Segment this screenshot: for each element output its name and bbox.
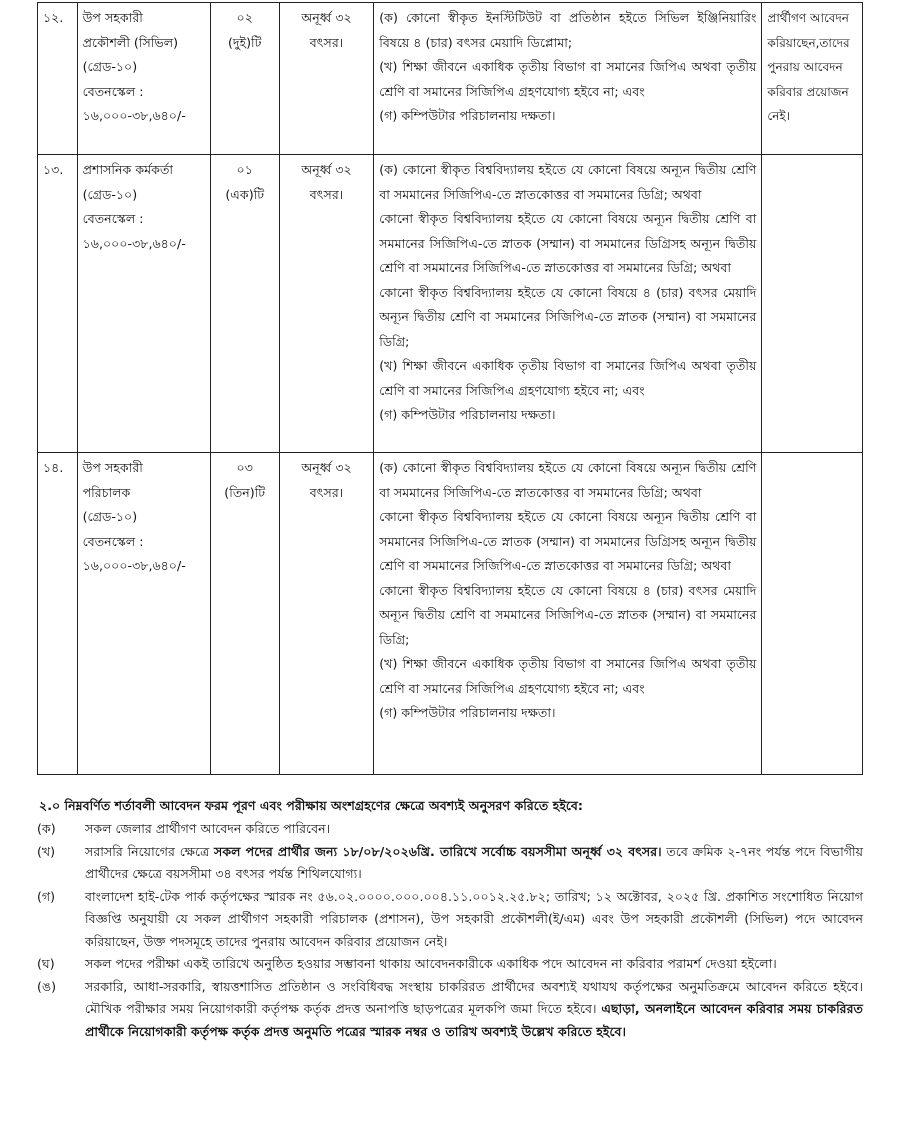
count-words: (দুই)টি [228, 34, 262, 50]
qualification-item: (ক) কোনো স্বীকৃত ইনস্টিটিউট বা প্রতিষ্ঠান হইতে সিভিল ইঞ্জিনিয়ারিং বিষয়ে ৪ (চার) বৎসর মেয়াদি ডিপ্লোমা; [379, 10, 757, 50]
condition-text: সকল জেলার প্রার্থীগণ আবেদন করিতে পারিবেন। [85, 821, 331, 836]
condition-item [37, 841, 863, 886]
qualification-item: (গ) কম্পিউটার পরিচালনায় দক্ষতা। [379, 407, 556, 422]
post-line: প্রশাসনিক কর্মকর্তা [82, 162, 174, 177]
remarks-cell: প্রার্থীগণ আবেদন করিয়াছেন,তাদের পুনরায় আবেদন করিবার প্রয়োজন নেই। [762, 3, 863, 155]
qualification-item: (ক) কোনো স্বীকৃত বিশ্ববিদ্যালয় হইতে যে কোনো বিষয়ে অন্যূন দ্বিতীয় শ্রেণি বা সমমানের সিজিপিএ-তে স্নাতকোত্তর বা সমমানের ডিগ্রি; অথবা [379, 162, 757, 202]
post-line: ১৬,০০০-৩৮,৬৪০/- [82, 235, 186, 251]
condition-marker: (ঘ) [37, 956, 55, 971]
post-line: প্রকৌশলী (সিভিল) [82, 34, 179, 50]
condition-item [37, 818, 863, 841]
table-row [38, 155, 863, 453]
serial-cell: ১৪. [38, 453, 78, 775]
post-count-cell [210, 453, 279, 775]
condition-text-part: তবে ক্রমিক ২-৭নং পর্যন্ত পদে বিভাগীয় প্রার্থীদের ক্ষেত্রে বয়সসীমা ৩৪ বৎসর পর্যন্ত শিথিলযোগ্য। [85, 843, 863, 881]
age-unit: বৎসর। [309, 186, 344, 202]
condition-text: বাংলাদেশ হাই-টেক পার্ক কর্তৃপক্ষের স্মারক নং ৫৬.০২.০০০০.০০০.০০৪.১১.০০১২.২৫.৮২; তারিখ; ১২ অক্টোবর, ২০২৫ খ্রি. প্রকাশিত সংশোধিত নিয়োগ বিজ্ঞপ্তি অনুযায়ী যে সকল প্রার্থীগণ সহকারী পরিচালক (প্রশাসন), উপ সহকারী প্রকৌশলী(ই/এম) এবং উপ সহকারী প্রকৌশলী (সিভিল) পদে আবেদন করিয়াছেন, উক্ত পদসমূহে তাদের পুনরায় আবেদন করিবার প্রয়োজন নেই। [85, 888, 863, 949]
post-line: উপ সহকারী [82, 460, 143, 475]
condition-marker: (খ) [37, 843, 56, 859]
condition-item [37, 976, 863, 1044]
remarks-cell [762, 155, 863, 453]
count-words: (এক)টি [225, 186, 265, 202]
qualification-item: (খ) শিক্ষা জীবনে একাধিক তৃতীয় বিভাগ বা সমানের জিপিএ অথবা তৃতীয় শ্রেণি বা সমানের সিজিপিএ গ্রহণযোগ্য হইবে না; এবং [379, 59, 757, 99]
qualification-item: কোনো স্বীকৃত বিশ্ববিদ্যালয় হইতে যে কোনো বিষয়ে ৪ (চার) বৎসর মেয়াদি অন্যূন দ্বিতীয় শ্রেণি বা সমমানের সিজিপিএ-তে স্নাতক (সম্মান) বা সমমানের ডিগ্রি; [379, 582, 757, 647]
condition-text [85, 976, 863, 1044]
age-unit: বৎসর। [309, 34, 344, 50]
condition-text-part: সরকারি, আধা-সরকারি, স্বায়ত্তশাসিত প্রতিষ্ঠান ও সংবিধিবদ্ধ সংস্থায় চাকরিরত প্রার্থীদের অবশ্যই যথাযথ কর্তৃপক্ষের অনুমতিক্রমে আবেদন করিতে হইবে। মৌখিক পরীক্ষার সময় নিয়োগকারী কর্তৃপক্ষ কর্তৃক প্রদত্ত অনাপত্তি ছাড়পত্রের মূলকপি জমা দিতে হইবে। [85, 978, 863, 1016]
age-unit: বৎসর। [309, 484, 344, 500]
post-name-cell [77, 155, 210, 453]
posts-table [37, 2, 863, 775]
serial-cell: ১২. [38, 3, 78, 155]
serial-cell: ১৩. [38, 155, 78, 453]
post-line: (গ্রেড-১০) [82, 509, 138, 524]
qualification-item: (গ) কম্পিউটার পরিচালনায় দক্ষতা। [379, 705, 556, 720]
condition-text [85, 841, 863, 886]
post-line: ১৬,০০০-৩৮,৬৪০/- [82, 108, 186, 123]
post-line: (গ্রেড-১০) [82, 59, 138, 74]
post-line: পরিচালক [82, 484, 131, 500]
condition-item [37, 953, 863, 976]
qualification-item: (খ) শিক্ষা জীবনে একাধিক তৃতীয় বিভাগ বা সমানের জিপিএ অথবা তৃতীয় শ্রেণি বা সমানের সিজিপিএ গ্রহণযোগ্য হইবে না; এবং [379, 656, 757, 696]
count-words: (তিন)টি [224, 484, 266, 500]
condition-marker: (ঙ) [37, 978, 57, 994]
count-number: ০২ [236, 10, 253, 25]
post-line: বেতনস্কেল : [82, 83, 144, 99]
qualification-item: কোনো স্বীকৃত বিশ্ববিদ্যালয় হইতে যে কোনো বিষয়ে অন্যূন দ্বিতীয় শ্রেণি বা সমমানের সিজিপিএ-তে স্নাতক (সম্মান) বা সমমানের ডিগ্রিসহ অন্যূন দ্বিতীয় শ্রেণি বা সমমানের সিজিপিএ-তে স্নাতকোত্তর বা সমমানের ডিগ্রি; অথবা [379, 211, 757, 275]
post-name-cell [77, 3, 210, 155]
age-limit-cell [279, 155, 373, 453]
qualification-item: কোনো স্বীকৃত বিশ্ববিদ্যালয় হইতে যে কোনো বিষয়ে অন্যূন দ্বিতীয় শ্রেণি বা সমমানের সিজিপিএ-তে স্নাতক (সম্মান) বা সমমানের ডিগ্রিসহ অন্যূন দ্বিতীয় শ্রেণি বা সমমানের সিজিপিএ-তে স্নাতকোত্তর বা সমমানের ডিগ্রি; অথবা [379, 509, 757, 573]
condition-marker: (গ) [37, 888, 56, 904]
qualification-item: (ক) কোনো স্বীকৃত বিশ্ববিদ্যালয় হইতে যে কোনো বিষয়ে অন্যূন দ্বিতীয় শ্রেণি বা সমমানের সিজিপিএ-তে স্নাতকোত্তর বা সমমানের ডিগ্রি; অথবা [379, 460, 757, 500]
age-limit-cell [279, 3, 373, 155]
condition-item [37, 886, 863, 954]
post-line: উপ সহকারী [82, 10, 143, 25]
post-line: (গ্রেড-১০) [82, 186, 138, 202]
qualification-item: (খ) শিক্ষা জীবনে একাধিক তৃতীয় বিভাগ বা সমানের জিপিএ অথবা তৃতীয় শ্রেণি বা সমানের সিজিপিএ গ্রহণযোগ্য হইবে না; এবং [379, 358, 757, 398]
age-value: অনূর্ধ্ব ৩২ [301, 460, 352, 475]
condition-text: সকল পদের পরীক্ষা একই তারিখে অনুষ্ঠিত হওয়ার সম্ভাবনা থাকায় আবেদনকারীকে একাধিক পদে আবেদন না করিবার পরামর্শ দেওয়া হইলো। [85, 956, 777, 971]
qualification-cell [374, 155, 762, 453]
post-count-cell [210, 155, 279, 453]
qualification-cell [374, 3, 762, 155]
post-line: বেতনস্কেল : [82, 533, 144, 549]
post-line: ১৬,০০০-৩৮,৬৪০/- [82, 558, 186, 573]
post-line: বেতনস্কেল : [82, 211, 144, 226]
condition-text-emphasis: এছাড়া, অনলাইনে আবেদন করিবার সময় চাকরিরত প্রার্থীকে নিয়োগকারী কর্তৃপক্ষ কর্তৃক প্রদত্ত অনুমতি পত্রের স্মারক নম্বর ও তারিখ অবশ্যই উল্লেখ করিতে হইবে। [85, 1001, 863, 1039]
condition-marker: (ক) [37, 821, 56, 836]
post-count-cell [210, 3, 279, 155]
conditions-heading: ২.০ নিম্নবর্ণিত শর্তাবলী আবেদন ফরম পূরণ এবং পরীক্ষায় অংশগ্রহণের ক্ষেত্রে অবশ্যই অনুসরণ করিতে হইবে: [39, 798, 583, 813]
qualification-item: কোনো স্বীকৃত বিশ্ববিদ্যালয় হইতে যে কোনো বিষয়ে ৪ (চার) বৎসর মেয়াদি অন্যূন দ্বিতীয় শ্রেণি বা সমমানের সিজিপিএ-তে স্নাতক (সম্মান) বা সমমানের ডিগ্রি; [379, 284, 757, 349]
table-row [38, 453, 863, 775]
age-limit-cell [279, 453, 373, 775]
post-name-cell [77, 453, 210, 775]
table-row [38, 3, 863, 155]
remarks-cell [762, 453, 863, 775]
age-value: অনূর্ধ্ব ৩২ [301, 10, 352, 25]
condition-text-emphasis: সকল পদের প্রার্থীর জন্য ১৮/০৮/২০২৬খ্রি. তারিখে সর্বোচ্চ বয়সসীমা অনূর্ধ্ব ৩২ বৎসর। [214, 843, 662, 859]
count-number: ০৩ [236, 460, 253, 475]
qualification-item: (গ) কম্পিউটার পরিচালনায় দক্ষতা। [379, 108, 556, 123]
age-value: অনূর্ধ্ব ৩২ [301, 162, 352, 177]
count-number: ০১ [236, 162, 253, 177]
conditions-section [37, 794, 863, 1043]
qualification-cell [374, 453, 762, 775]
condition-text-part: সরাসরি নিয়োগের ক্ষেত্রে [85, 843, 215, 859]
